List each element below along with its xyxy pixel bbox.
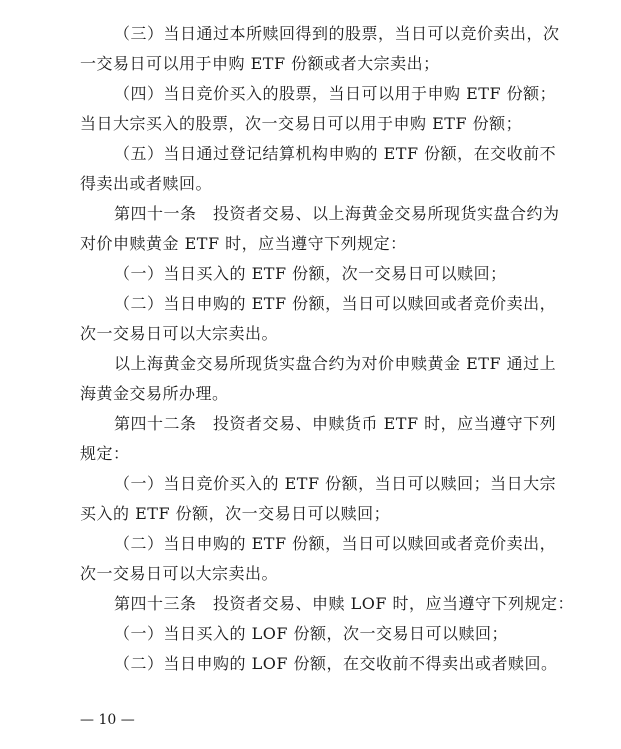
text-line: 次一交易日可以大宗卖出。 <box>80 324 279 343</box>
article-42-heading: 第四十二条 投资者交易、申赎货币 ETF 时，应当遵守下列 <box>114 414 557 433</box>
text-line: （二）当日申购的 ETF 份额，当日可以赎回或者竞价卖出， <box>114 294 557 313</box>
text-line: 海黄金交易所办理。 <box>80 384 229 403</box>
text-line: 对价申赎黄金 ETF 时，应当遵守下列规定： <box>80 234 407 253</box>
text-line: （五）当日通过登记结算机构申购的 ETF 份额，在交收前不 <box>114 144 557 163</box>
text-line: （一）当日竞价买入的 ETF 份额，当日可以赎回；当日大宗 <box>114 474 557 493</box>
text-line: （二）当日申购的 ETF 份额，当日可以赎回或者竞价卖出， <box>114 534 557 553</box>
text-line: 买入的 ETF 份额，次一交易日可以赎回； <box>80 504 391 523</box>
text-line: 次一交易日可以大宗卖出。 <box>80 564 279 583</box>
text-line: （一）当日买入的 ETF 份额，次一交易日可以赎回； <box>114 264 507 283</box>
page-number: — 10 — <box>80 712 135 728</box>
article-41-heading: 第四十一条 投资者交易、以上海黄金交易所现货实盘合约为 <box>114 204 560 223</box>
text-line: 以上海黄金交易所现货实盘合约为对价申赎黄金 ETF 通过上 <box>114 354 557 373</box>
text-line: （二）当日申购的 LOF 份额，在交收前不得卖出或者赎回。 <box>114 654 558 673</box>
text-line: （三）当日通过本所赎回得到的股票，当日可以竞价卖出，次 <box>114 24 560 43</box>
text-line: 得卖出或者赎回。 <box>80 174 213 193</box>
article-43-heading: 第四十三条 投资者交易、申赎 LOF 时，应当遵守下列规定： <box>114 594 575 613</box>
text-line: 一交易日可以用于申购 ETF 份额或者大宗卖出； <box>80 54 440 73</box>
text-line: （一）当日买入的 LOF 份额，次一交易日可以赎回； <box>114 624 509 643</box>
text-line: （四）当日竞价买入的股票，当日可以用于申购 ETF 份额； <box>114 84 557 103</box>
text-line: 规定： <box>80 444 130 463</box>
text-line: 当日大宗买入的股票，次一交易日可以用于申购 ETF 份额； <box>80 114 523 133</box>
